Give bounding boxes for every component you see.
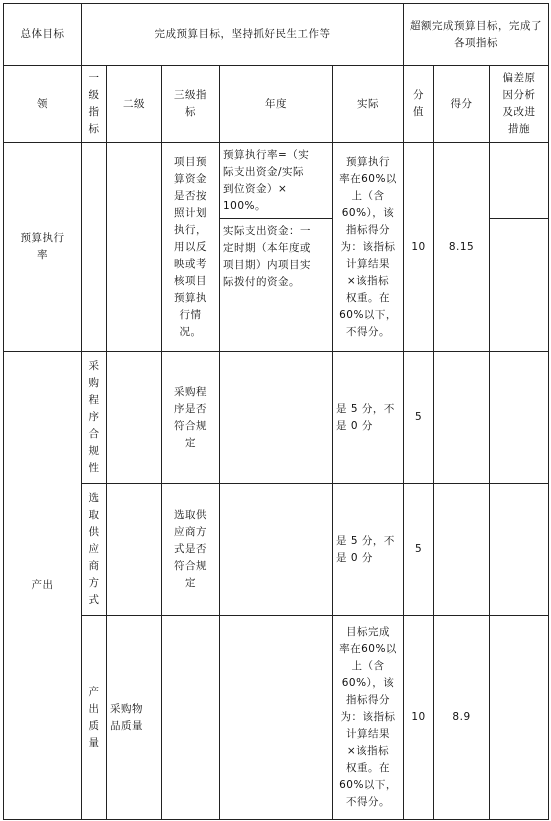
col-level3: 三级指 标 [162, 66, 220, 143]
budget-row-top [4, 143, 549, 219]
quality-row [4, 616, 549, 820]
procurement-level3: 采购程 序是否 符合规 定 [162, 352, 220, 484]
col-points: 得分 [434, 66, 490, 143]
col-actual: 实际 [333, 66, 404, 143]
supplier-level3: 选取供 应商方 式是否 符合规 定 [162, 484, 220, 616]
procurement-row [4, 352, 549, 484]
procurement-points-cell [434, 352, 490, 484]
supplier-row [4, 484, 549, 616]
procurement-annual-cell [220, 352, 333, 484]
budget-level3: 项目预 算资金 是否按 照计划 执行， 用以反 映或考 核项目 预算执 行情 况。 [162, 143, 220, 352]
overall-goal-row [4, 4, 549, 66]
supplier-level1: 选 取 供 应 商 方 式 [82, 484, 107, 616]
budget-level2-cell [107, 143, 162, 352]
col-level1: 一 级 指 标 [82, 66, 107, 143]
supplier-score: 5 [404, 484, 434, 616]
budget-dimension: 预算执行 率 [4, 143, 82, 352]
col-deviation: 偏差原 因分析 及改进 措施 [490, 66, 549, 143]
quality-score: 10 [404, 616, 434, 820]
quality-level2: 采购物 品质量 [107, 616, 162, 820]
budget-deviation-bottom [490, 219, 549, 352]
budget-score: 10 [404, 143, 434, 352]
budget-annual-formula: 预算执行率=（实 际支出资金/实际 到位资金）× 100%。 [220, 143, 333, 219]
overall-goal-label: 总体目标 [4, 4, 82, 66]
col-score: 分 值 [404, 66, 434, 143]
budget-actual: 预算执行 率在60%以 上（含 60%），该 指标得分 为：该指标 计算结果 ×该指标 权重。在 60%以下， 不得分。 [333, 143, 404, 352]
procurement-level2-cell [107, 352, 162, 484]
budget-annual-definition: 实际支出资金：一 定时期（本年度或 项目期）内项目实 际拨付的资金。 [220, 219, 333, 352]
col-annual: 年度 [220, 66, 333, 143]
procurement-actual: 是 5 分，不 是 0 分 [333, 352, 404, 484]
col-dimension: 领 [4, 66, 82, 143]
overall-goal-text: 完成预算目标，坚持抓好民生工作等 [82, 4, 404, 66]
col-level2: 二级 [107, 66, 162, 143]
procurement-level1: 采 购 程 序 合 规 性 [82, 352, 107, 484]
budget-level1-cell [82, 143, 107, 352]
supplier-deviation-cell [490, 484, 549, 616]
supplier-actual: 是 5 分，不 是 0 分 [333, 484, 404, 616]
supplier-points-cell [434, 484, 490, 616]
budget-points: 8.15 [434, 143, 490, 352]
quality-level1: 产 出 质 量 [82, 616, 107, 820]
procurement-deviation-cell [490, 352, 549, 484]
quality-actual: 目标完成 率在60%以 上（含 60%），该 指标得分 为：该指标 计算结果 ×该指标 权重。在 60%以下， 不得分。 [333, 616, 404, 820]
output-dimension: 产出 [4, 352, 82, 820]
quality-level3-cell [162, 616, 220, 820]
performance-evaluation-table [3, 3, 549, 820]
quality-deviation-cell [490, 616, 549, 820]
budget-deviation-top [490, 143, 549, 219]
column-header-row [4, 66, 549, 143]
quality-annual-cell [220, 616, 333, 820]
supplier-level2-cell [107, 484, 162, 616]
procurement-score: 5 [404, 352, 434, 484]
overall-actual-text: 超额完成预算目标，完成了各项指标 [404, 4, 549, 66]
supplier-annual-cell [220, 484, 333, 616]
quality-points: 8.9 [434, 616, 490, 820]
